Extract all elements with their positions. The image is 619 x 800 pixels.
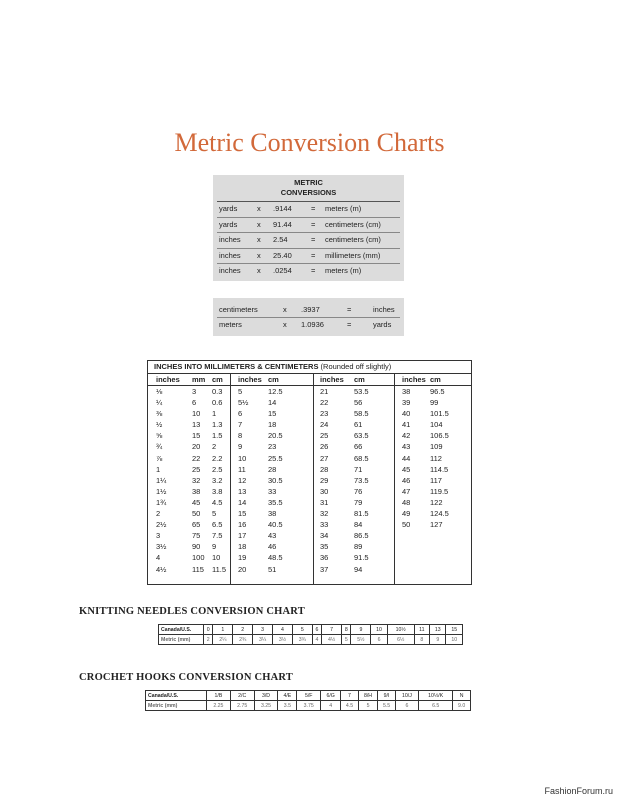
table-cell: 8 — [238, 431, 243, 441]
table-cell: 28 — [320, 464, 329, 474]
table-cell: 45 — [402, 464, 411, 474]
conversion-factor: 1.0936 — [301, 320, 324, 329]
table-cell: 31 — [320, 497, 329, 507]
table-row — [148, 419, 471, 430]
table-row — [148, 397, 471, 408]
heading-line-2: CONVERSIONS — [280, 188, 337, 197]
conversion-op: x — [283, 320, 287, 329]
table-cell: 15 — [238, 509, 247, 519]
conversion-op: x — [257, 219, 261, 229]
conversion-unit: inches — [219, 266, 241, 276]
conversion-eq: = — [311, 266, 316, 276]
table-row — [148, 486, 471, 497]
table-cell: 12 — [238, 475, 247, 485]
metric-conversions-box — [213, 175, 404, 281]
table-cell: 50 — [192, 509, 201, 519]
size-cell: 10½ — [387, 625, 414, 635]
conversion-unit: meters — [219, 320, 242, 329]
table-cell: 4.5 — [212, 497, 223, 507]
size-cell: 10 — [371, 625, 387, 635]
table-cell: 46 — [402, 475, 411, 485]
table-body — [148, 386, 471, 575]
conversion-result: millimeters (mm) — [325, 250, 381, 260]
size-cell: 1 — [213, 625, 233, 635]
table-cell: 2 — [156, 509, 161, 519]
table-cell: 1½ — [156, 486, 167, 496]
table-cell: 24 — [320, 420, 329, 430]
size-cell: 0 — [204, 625, 213, 635]
size-cell: 3.5 — [278, 701, 297, 711]
size-cell: 8/H — [358, 691, 377, 701]
table-cell: 51 — [268, 564, 277, 574]
table-row — [148, 564, 471, 575]
table-cell: 23 — [268, 442, 277, 452]
table-cell: 34 — [320, 531, 329, 541]
table-cell: 1 — [156, 464, 161, 474]
watermark: FashionForum.ru — [544, 786, 613, 796]
table-cell: 7.5 — [212, 531, 223, 541]
table-heading-sub: (Rounded off slightly) — [320, 362, 392, 371]
column-headers — [148, 374, 471, 386]
table-cell: 7 — [238, 420, 243, 430]
size-cell: 3¾ — [292, 635, 312, 645]
table-cell: 4½ — [156, 564, 167, 574]
table-cell: 40.5 — [268, 520, 283, 530]
size-cell: 3¼ — [253, 635, 273, 645]
table-cell: 94 — [354, 564, 363, 574]
table-cell: 2.2 — [212, 453, 223, 463]
size-cell: 5 — [342, 635, 351, 645]
knitting-needles-table — [158, 624, 463, 645]
conversion-factor: 25.40 — [273, 250, 292, 260]
table-cell: 127 — [430, 520, 443, 530]
table-cell: 15 — [192, 431, 201, 441]
table-cell: 96.5 — [430, 387, 445, 396]
table-cell: 30.5 — [268, 475, 283, 485]
table-cell: ⅞ — [156, 453, 163, 463]
table-row — [148, 453, 471, 464]
table-cell: 44 — [402, 453, 411, 463]
knitting-heading: KNITTING NEEDLES CONVERSION CHART — [79, 606, 305, 617]
size-cell: 13 — [430, 625, 446, 635]
table-cell: 41 — [402, 420, 411, 430]
table-cell: 112 — [430, 453, 442, 463]
table-cell: 3.8 — [212, 486, 223, 496]
size-cell: 8 — [342, 625, 351, 635]
size-cell: 11 — [414, 625, 429, 635]
table-cell: 35 — [320, 542, 329, 552]
size-cell: 3.25 — [254, 701, 278, 711]
table-cell: 86.5 — [354, 531, 369, 541]
table-cell: 39 — [402, 398, 411, 408]
table-cell: 79 — [354, 497, 363, 507]
table-cell: 2.5 — [212, 464, 223, 474]
table-row — [148, 497, 471, 508]
size-cell: 6 — [312, 625, 321, 635]
conversion-result: centimeters (cm) — [325, 235, 381, 245]
size-cell: 2¾ — [233, 635, 253, 645]
table-cell: 10 — [212, 553, 221, 563]
conversion-op: x — [257, 204, 261, 213]
table-cell: 11 — [238, 464, 246, 474]
size-cell: 2.25 — [207, 701, 231, 711]
column-header: inches — [238, 375, 262, 384]
table-cell: 76 — [354, 486, 363, 496]
table-cell: 48 — [402, 497, 411, 507]
table-cell: 32 — [192, 475, 201, 485]
table-cell: 29 — [320, 475, 329, 485]
table-cell: ¾ — [156, 442, 163, 452]
size-cell: 2 — [204, 635, 213, 645]
table-cell: 14 — [238, 497, 247, 507]
size-cell: 4.5 — [341, 701, 359, 711]
conversion-row — [217, 264, 400, 279]
table-row — [148, 430, 471, 441]
conversion-unit: inches — [219, 235, 241, 245]
table-cell: 48.5 — [268, 553, 283, 563]
size-cell: 3 — [253, 625, 273, 635]
size-cell: 2/C — [230, 691, 254, 701]
conversion-factor: 91.44 — [273, 219, 292, 229]
size-cell: 2 — [233, 625, 253, 635]
table-cell: 43 — [402, 442, 411, 452]
table-cell: 23 — [320, 409, 329, 419]
reverse-conversions-box — [213, 298, 404, 336]
row-label: Canada/U.S. — [159, 625, 204, 635]
table-cell: 89 — [354, 542, 363, 552]
table-cell: 65 — [192, 520, 201, 530]
column-divider — [313, 373, 314, 584]
table-row — [148, 541, 471, 552]
table-cell: 2 — [212, 442, 217, 452]
size-cell: 10 — [446, 635, 463, 645]
table-cell: 124.5 — [430, 509, 449, 519]
table-cell: 20.5 — [268, 431, 283, 441]
size-cell: 5 — [292, 625, 312, 635]
table-cell: ¼ — [156, 398, 163, 408]
table-row — [148, 530, 471, 541]
table-cell: 58.5 — [354, 409, 369, 419]
size-cell: 2.75 — [230, 701, 254, 711]
size-cell: 3½ — [273, 635, 293, 645]
column-header: cm — [212, 375, 223, 384]
column-divider — [230, 373, 231, 584]
conversion-result: yards — [373, 320, 392, 329]
column-header: inches — [320, 375, 344, 384]
table-cell: 119.5 — [430, 486, 449, 496]
conversion-eq: = — [347, 320, 352, 329]
conversion-result: meters (m) — [325, 204, 362, 213]
table-cell: 33 — [320, 520, 329, 530]
table-cell: 46 — [268, 542, 277, 552]
table-cell: 32 — [320, 509, 329, 519]
table-cell: 3½ — [156, 542, 167, 552]
table-cell: 9 — [212, 542, 217, 552]
table-cell: 22 — [192, 453, 201, 463]
table-cell: 0.3 — [212, 387, 223, 396]
row-label: Metric (mm) — [159, 635, 204, 645]
table-cell: 117 — [430, 475, 442, 485]
table-cell: 26 — [320, 442, 329, 452]
conversion-op: x — [283, 305, 287, 314]
table-cell: ⅛ — [156, 387, 163, 396]
table-cell: 3 — [192, 387, 197, 396]
column-header: mm — [192, 375, 206, 384]
table-cell: 3 — [156, 531, 161, 541]
table-cell: 10 — [238, 453, 247, 463]
table-cell: 12.5 — [268, 387, 283, 396]
table-cell: 1.3 — [212, 420, 223, 430]
table-cell: 66 — [354, 442, 363, 452]
table-cell: 6.5 — [212, 520, 223, 530]
size-cell: 2¼ — [213, 635, 233, 645]
heading-line-1: METRIC — [294, 178, 323, 187]
table-cell: 84 — [354, 520, 363, 530]
table-row — [148, 475, 471, 486]
table-cell: 6 — [238, 409, 243, 419]
table-cell: 5 — [212, 509, 217, 519]
table-cell: 1.5 — [212, 431, 223, 441]
table-cell: 56 — [354, 398, 363, 408]
table-cell: 27 — [320, 453, 329, 463]
table-row — [148, 464, 471, 475]
table-row — [148, 508, 471, 519]
page-title: Metric Conversion Charts — [174, 128, 445, 157]
size-cell: 9.0 — [453, 701, 471, 711]
conversion-unit: yards — [219, 219, 238, 229]
conversion-eq: = — [311, 250, 316, 260]
conversion-row — [217, 318, 400, 332]
size-cell: 7 — [322, 625, 342, 635]
table-cell: 1 — [212, 409, 217, 419]
table-cell: 4 — [156, 553, 161, 563]
table-cell: 33 — [268, 486, 277, 496]
conversion-op: x — [257, 235, 261, 245]
conversion-unit: centimeters — [219, 305, 258, 314]
conversion-row — [217, 303, 400, 318]
table-cell: 1¾ — [156, 497, 167, 507]
table-cell: 71 — [354, 464, 363, 474]
table-cell: 99 — [430, 398, 439, 408]
conversion-unit: inches — [219, 250, 241, 260]
table-cell: 104 — [430, 420, 443, 430]
table-cell: 38 — [268, 509, 277, 519]
table-cell: 18 — [238, 542, 247, 552]
size-cell: 3/D — [254, 691, 278, 701]
size-cell: 6½ — [387, 635, 414, 645]
conversion-eq: = — [311, 219, 316, 229]
conversion-result: meters (m) — [325, 266, 362, 276]
table-cell: 38 — [402, 387, 411, 396]
size-cell: 10½/K — [419, 691, 453, 701]
size-cell: 8 — [414, 635, 429, 645]
table-cell: 53.5 — [354, 387, 369, 396]
table-cell: 19 — [238, 553, 247, 563]
table-row — [148, 519, 471, 530]
table-cell: 68.5 — [354, 453, 369, 463]
table-cell: 63.5 — [354, 431, 369, 441]
conversion-eq: = — [311, 235, 316, 245]
table-cell: 5½ — [238, 398, 249, 408]
table-cell: 36 — [320, 553, 329, 563]
table-cell: 20 — [192, 442, 201, 452]
conversion-row — [217, 233, 400, 249]
table-cell: 61 — [354, 420, 363, 430]
conversion-eq: = — [311, 204, 316, 213]
size-cell: 9 — [351, 625, 371, 635]
table-cell: 37 — [320, 564, 329, 574]
table-cell: 45 — [192, 497, 201, 507]
table-cell: 25 — [320, 431, 329, 441]
table-cell: 115 — [192, 564, 204, 574]
conversion-row — [217, 249, 400, 265]
size-cell: 6.5 — [419, 701, 453, 711]
table-cell: 100 — [192, 553, 205, 563]
conversion-op: x — [257, 266, 261, 276]
column-header: cm — [430, 375, 441, 384]
row-label: Canada/U.S. — [146, 691, 207, 701]
column-header: inches — [156, 375, 180, 384]
size-cell: 6 — [395, 701, 418, 711]
table-cell: 13 — [192, 420, 201, 430]
table-cell: 11.5 — [212, 564, 227, 574]
size-cell: 6 — [371, 635, 387, 645]
table-row — [148, 552, 471, 563]
table-cell: 3.2 — [212, 475, 223, 485]
table-cell: 0.6 — [212, 398, 223, 408]
table-cell: 2½ — [156, 520, 167, 530]
table-cell: 109 — [430, 442, 443, 452]
conversion-op: x — [257, 250, 261, 260]
table-cell: 49 — [402, 509, 411, 519]
size-cell: 4 — [312, 635, 321, 645]
table-cell: 5 — [238, 387, 243, 396]
table-cell: 30 — [320, 486, 329, 496]
conversion-row — [217, 202, 400, 218]
crochet-heading: CROCHET HOOKS CONVERSION CHART — [79, 672, 294, 683]
size-cell: 9 — [430, 635, 446, 645]
table-cell: 114.5 — [430, 464, 449, 474]
size-cell: 6/G — [321, 691, 341, 701]
table-cell: 42 — [402, 431, 411, 441]
table-cell: 35.5 — [268, 497, 283, 507]
table-row — [148, 408, 471, 419]
conversion-unit: yards — [219, 204, 238, 213]
table-cell: 25 — [192, 464, 201, 474]
table-cell: 15 — [268, 409, 277, 419]
table-cell: 106.5 — [430, 431, 449, 441]
crochet-hooks-table — [145, 690, 471, 711]
conversion-factor: 2.54 — [273, 235, 288, 245]
metric-conversions-heading — [217, 175, 400, 202]
table-cell: 22 — [320, 398, 329, 408]
table-cell: 38 — [192, 486, 201, 496]
table-cell: 43 — [268, 531, 277, 541]
conversion-row — [217, 218, 400, 234]
table-cell: 25.5 — [268, 453, 283, 463]
table-row — [148, 441, 471, 452]
table-cell: ½ — [156, 420, 163, 430]
table-cell: 20 — [238, 564, 247, 574]
table-cell: 75 — [192, 531, 201, 541]
table-cell: 21 — [320, 387, 329, 396]
size-cell: 4 — [273, 625, 293, 635]
size-cell: 15 — [446, 625, 463, 635]
size-cell: 10/J — [395, 691, 418, 701]
inches-to-mm-cm-table — [147, 360, 472, 585]
conversion-result: inches — [373, 305, 395, 314]
conversion-result: centimeters (cm) — [325, 219, 381, 229]
conversion-eq: = — [347, 305, 352, 314]
size-cell: 9/I — [378, 691, 396, 701]
table-heading-main: INCHES INTO MILLIMETERS & CENTIMETERS — [154, 362, 319, 371]
table-cell: 90 — [192, 542, 201, 552]
table-cell: ⅜ — [156, 409, 163, 419]
size-cell: 3.75 — [297, 701, 321, 711]
table-cell: 9 — [238, 442, 243, 452]
table-row — [148, 386, 471, 397]
table-heading — [148, 361, 471, 374]
table-cell: 10 — [192, 409, 201, 419]
table-cell: ⅝ — [156, 431, 163, 441]
size-cell: 5 — [358, 701, 377, 711]
size-cell: 4 — [321, 701, 341, 711]
size-cell: 1/B — [207, 691, 231, 701]
table-cell: 14 — [268, 398, 277, 408]
table-cell: 81.5 — [354, 509, 369, 519]
table-cell: 91.5 — [354, 553, 369, 563]
table-cell: 13 — [238, 486, 247, 496]
size-cell: N — [453, 691, 471, 701]
row-label: Metric (mm) — [146, 701, 207, 711]
size-cell: 4½ — [322, 635, 342, 645]
table-cell: 28 — [268, 464, 277, 474]
column-divider — [394, 373, 395, 584]
table-cell: 122 — [430, 497, 443, 507]
column-header: inches — [402, 375, 426, 384]
size-cell: 5½ — [351, 635, 371, 645]
column-header: cm — [354, 375, 365, 384]
size-cell: 4/E — [278, 691, 297, 701]
table-cell: 101.5 — [430, 409, 449, 419]
column-header: cm — [268, 375, 279, 384]
conversion-factor: .9144 — [273, 204, 292, 213]
conversion-factor: .0254 — [273, 266, 292, 276]
table-cell: 18 — [268, 420, 277, 430]
table-cell: 17 — [238, 531, 247, 541]
size-cell: 7 — [341, 691, 359, 701]
table-cell: 6 — [192, 398, 197, 408]
table-cell: 50 — [402, 520, 411, 530]
table-cell: 40 — [402, 409, 411, 419]
table-cell: 47 — [402, 486, 411, 496]
table-cell: 73.5 — [354, 475, 369, 485]
conversion-factor: .3937 — [301, 305, 320, 314]
table-cell: 1¼ — [156, 475, 167, 485]
table-cell: 16 — [238, 520, 247, 530]
size-cell: 5/F — [297, 691, 321, 701]
size-cell: 5.5 — [378, 701, 396, 711]
